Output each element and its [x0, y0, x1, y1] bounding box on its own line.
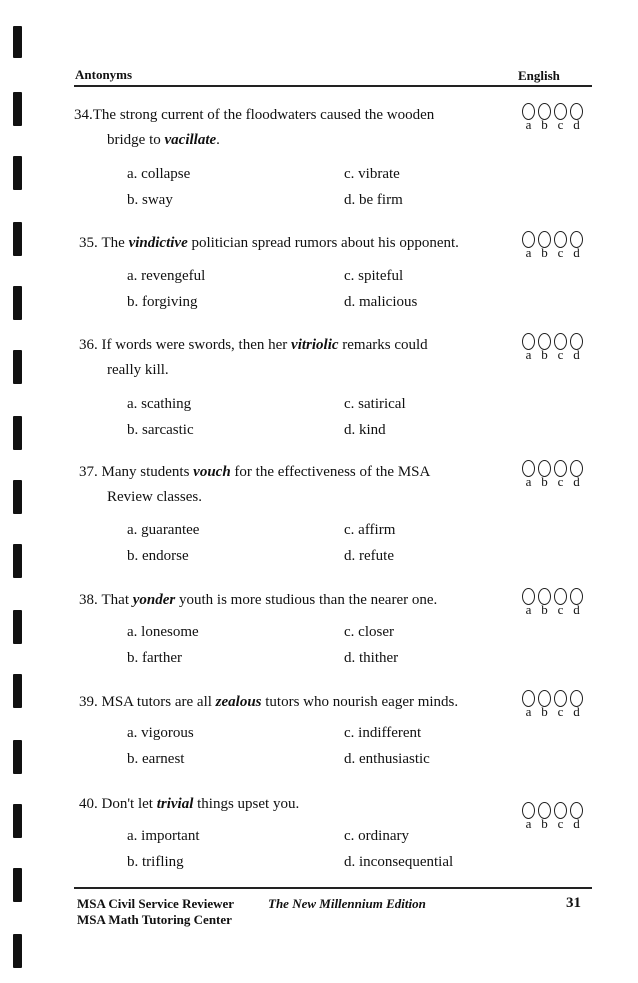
question-keyword: zealous: [215, 694, 262, 710]
choice-b: b. earnest: [127, 751, 185, 767]
bubble-label: d: [573, 245, 580, 260]
bubble-label: d: [573, 117, 580, 132]
question-text: 39. MSA tutors are all zealous tutors who nourish eager minds.: [79, 694, 459, 710]
bubble-label: d: [573, 602, 580, 617]
choice-b: b. forgiving: [127, 294, 198, 310]
answer-bubbles: [522, 103, 594, 132]
choice-d: d. enthusiastic: [344, 751, 430, 767]
bubble-label: a: [525, 474, 532, 489]
header-rule: [74, 85, 592, 87]
question-keyword: vindictive: [128, 235, 188, 251]
question-stem-continued: really kill.: [107, 362, 169, 378]
question-number: 35.: [79, 235, 98, 251]
answer-bubbles: [522, 690, 594, 719]
binder-mark: [13, 868, 22, 902]
bubble-label: d: [573, 704, 580, 719]
bubble-label: b: [541, 347, 548, 362]
binder-mark: [13, 222, 22, 256]
choice-a: a. vigorous: [127, 725, 194, 741]
bubble-label: c: [557, 347, 564, 362]
question-stem: MSA tutors are all: [101, 694, 216, 710]
choice-a: a. revengeful: [127, 268, 206, 284]
question-35: [74, 231, 594, 341]
choice-d: d. thither: [344, 650, 399, 666]
answer-bubbles: [522, 333, 594, 362]
question-keyword: vouch: [193, 464, 231, 480]
bubble-label: a: [525, 816, 532, 831]
answer-bubbles: [522, 231, 594, 260]
bubble-label: c: [557, 117, 564, 132]
question-stem: That: [101, 592, 133, 608]
binder-mark: [13, 804, 22, 838]
binder-mark: [13, 674, 22, 708]
page-number: 31: [566, 895, 581, 911]
binder-mark: [13, 92, 22, 126]
question-34: [74, 103, 594, 213]
section-title: Antonyms: [75, 67, 133, 82]
question-stem: The: [101, 235, 129, 251]
choice-d: d. inconsequential: [344, 854, 454, 870]
bubble-label: a: [525, 347, 532, 362]
binder-mark: [13, 610, 22, 644]
bubble-label: d: [573, 347, 580, 362]
question-stem: Many students: [101, 464, 194, 480]
bubble-label: c: [557, 704, 564, 719]
question-stem: The strong current of the floodwaters caused the wooden: [92, 107, 435, 123]
bubble-label: c: [557, 245, 564, 260]
choice-c: c. closer: [344, 624, 394, 640]
subject-title: English: [518, 68, 560, 83]
footer-center: MSA Math Tutoring Center: [77, 912, 232, 927]
bubble-label: d: [573, 816, 580, 831]
binder-mark: [13, 416, 22, 450]
question-number: 34.: [74, 107, 93, 123]
choice-c: c. ordinary: [344, 828, 409, 844]
question-stem-continued: Review classes.: [107, 489, 202, 505]
question-37: [74, 460, 594, 570]
answer-bubbles: [522, 588, 594, 617]
question-keyword: vacillate: [164, 132, 217, 148]
choice-c: c. affirm: [344, 522, 396, 538]
binder-mark: [13, 740, 22, 774]
choice-a: a. lonesome: [127, 624, 199, 640]
choice-d: d. kind: [344, 422, 386, 438]
bubble-label: a: [525, 704, 532, 719]
question-number: 40.: [79, 796, 98, 812]
question-number: 39.: [79, 694, 98, 710]
bubble-label: c: [557, 816, 564, 831]
question-text: 38. That yonder youth is more studious than the nearer one.: [79, 592, 438, 608]
bubble-label: b: [541, 816, 548, 831]
choice-a: a. important: [127, 828, 200, 844]
choice-d: d. malicious: [344, 294, 418, 310]
answer-bubbles: [522, 460, 594, 489]
bubble-label: b: [541, 602, 548, 617]
bubble-label: c: [557, 474, 564, 489]
bubble-label: a: [525, 117, 532, 132]
binder-mark: [13, 934, 22, 968]
choice-b: b. farther: [127, 650, 182, 666]
bubble-label: b: [541, 117, 548, 132]
binder-mark: [13, 156, 22, 190]
choice-d: d. be firm: [344, 192, 403, 208]
choice-b: b. trifling: [127, 854, 184, 870]
choice-b: b. sarcastic: [127, 422, 194, 438]
choice-c: c. spiteful: [344, 268, 404, 284]
question-keyword: vitriolic: [291, 337, 339, 353]
choice-c: c. vibrate: [344, 166, 400, 182]
question-text: 37. Many students vouch for the effectiveness of the MSA Review classes.: [79, 460, 519, 510]
choice-a: a. collapse: [127, 166, 191, 182]
answer-bubbles: [522, 802, 594, 831]
footer-edition: The New Millennium Edition: [268, 896, 426, 911]
question-number: 38.: [79, 592, 98, 608]
footer-rule: [74, 887, 592, 889]
choice-c: c. indifferent: [344, 725, 422, 741]
question-stem: Don't let: [101, 796, 157, 812]
bubble-label: b: [541, 474, 548, 489]
choice-a: a. scathing: [127, 396, 192, 412]
binder-mark: [13, 350, 22, 384]
question-keyword: yonder: [132, 592, 176, 608]
question-text: 35. The vindictive politician spread rumors about his opponent.: [79, 235, 459, 251]
bubble-label: b: [541, 704, 548, 719]
binder-mark: [13, 480, 22, 514]
question-38: [74, 588, 594, 698]
question-39: [74, 690, 594, 800]
binder-mark: [13, 544, 22, 578]
question-keyword: trivial: [156, 796, 194, 812]
question-40: [74, 792, 594, 902]
bubble-label: b: [541, 245, 548, 260]
choice-b: b. endorse: [127, 548, 189, 564]
question-stem-continued: bridge to: [107, 132, 165, 148]
footer-title: MSA Civil Service Reviewer: [77, 896, 235, 911]
choice-b: b. sway: [127, 192, 173, 208]
bubble-label: c: [557, 602, 564, 617]
binder-mark: [13, 26, 22, 58]
question-text: 36. If words were swords, then her vitriolic remarks could really kill.: [79, 333, 519, 383]
question-number: 37.: [79, 464, 98, 480]
bubble-label: d: [573, 474, 580, 489]
question-text: 40. Don't let trivial things upset you.: [79, 796, 300, 812]
bubble-label: a: [525, 245, 532, 260]
question-number: 36.: [79, 337, 98, 353]
choice-a: a. guarantee: [127, 522, 200, 538]
question-36: [74, 333, 594, 443]
choice-d: d. refute: [344, 548, 394, 564]
binder-mark: [13, 286, 22, 320]
choice-c: c. satirical: [344, 396, 406, 412]
bubble-label: a: [525, 602, 532, 617]
question-text: 34.The strong current of the floodwaters caused the wooden bridge to vacillate.: [74, 107, 435, 148]
question-stem: If words were swords, then her: [101, 337, 292, 353]
